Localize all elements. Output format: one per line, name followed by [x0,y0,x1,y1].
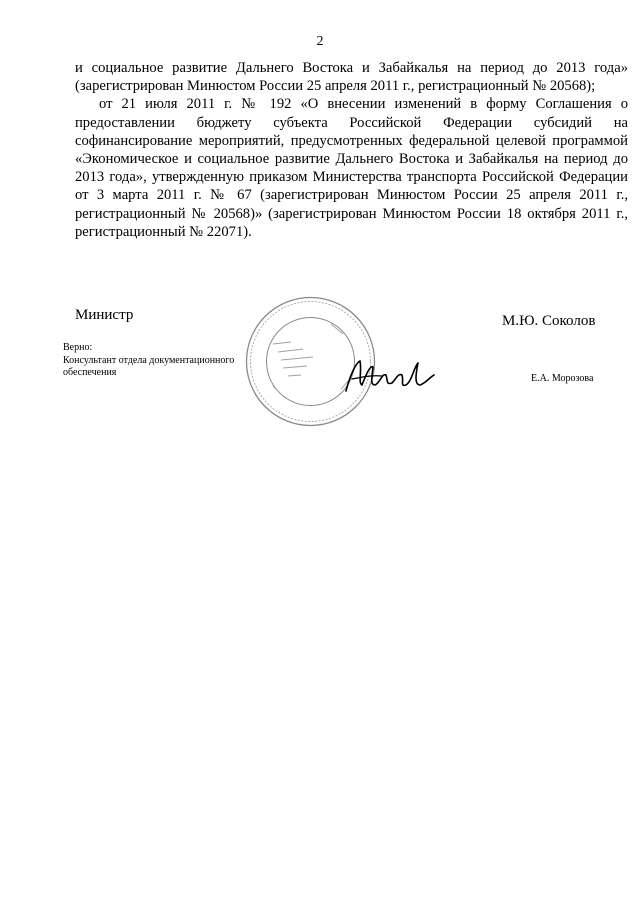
signatory-name: М.Ю. Соколов [502,313,596,329]
paragraph-order-192: от 21 июля 2011 г. № 192 «О внесении изменений в форму Соглашения о предоставлении бюджету субъекта Российской Федерации субсидий на софинансирование мероприятий, предусмотренных федеральной целевой программой «Экономическое и социальное развитие Дальнего Востока и Забайкалья на период до 2013 года», утвержденную приказом Министерства транспорта Российской Федерации от 3 марта 2011 г. № 67 (зарегистрирован Минюстом России 25 апреля 2011 г., регистрационный № 20568)» (зарегистрирован Минюстом России 18 октября 2011 г., регистрационный № 22071). [75,96,628,240]
page-number: 2 [316,34,324,49]
verification-block [63,342,234,380]
verifier-name: Е.А. Морозова [531,373,594,384]
paragraph-continuation: и социальное развитие Дальнего Востока и Забайкалья на период до 2013 года» (зарегистрирован Минюстом России 25 апреля 2011 г., регистрационный № 20568); [75,60,628,95]
verifier-position-line2: обеспечения [63,367,117,378]
position-title: Министр [75,307,134,323]
verifier-position-line1: Консультант отдела документационного [63,354,235,366]
handwritten-signature [342,355,437,397]
verified-label: Верно: [63,342,93,353]
document-body [75,59,628,241]
